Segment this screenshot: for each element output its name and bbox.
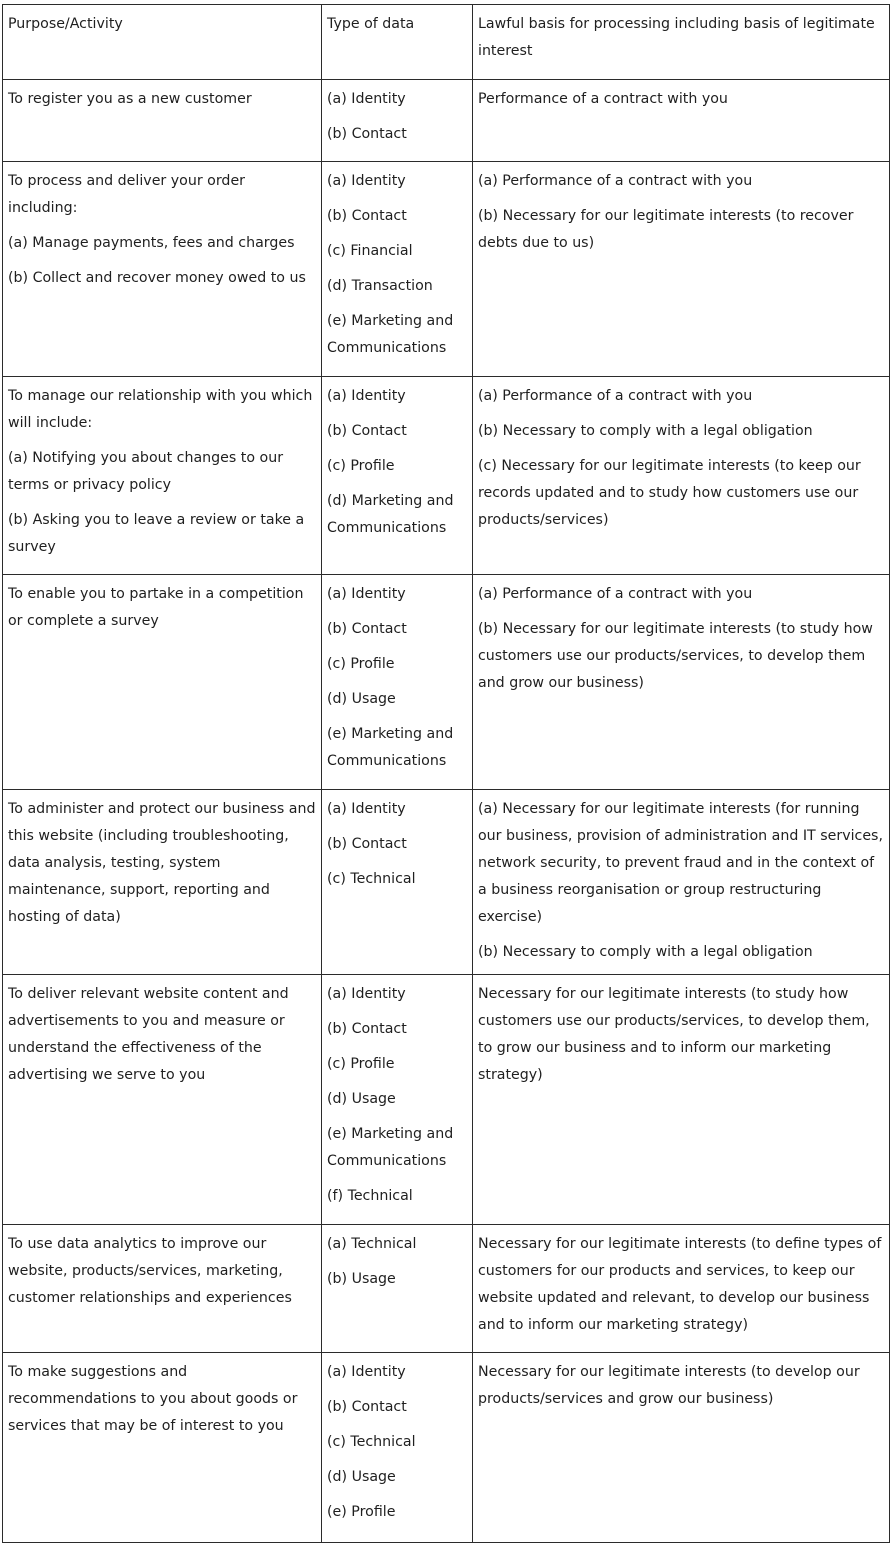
purpose-cell xyxy=(3,80,322,162)
type-of-data-cell xyxy=(322,162,473,377)
type-of-data-cell-line: (a) Identity xyxy=(327,1364,406,1380)
purpose-cell xyxy=(3,1353,322,1543)
type-of-data-cell-line: (a) Identity xyxy=(327,986,406,1002)
type-of-data-cell-line: (e) Profile xyxy=(327,1504,396,1520)
type-of-data-cell xyxy=(322,790,473,975)
purpose-cell xyxy=(3,1225,322,1353)
type-of-data-cell-line: (b) Contact xyxy=(327,208,407,224)
type-of-data-cell-line: (c) Profile xyxy=(327,656,395,672)
table-row xyxy=(3,1353,890,1543)
lawful-basis-cell xyxy=(473,377,890,575)
type-of-data-cell-line: (a) Identity xyxy=(327,586,406,602)
type-of-data-cell-line: (a) Identity xyxy=(327,388,406,404)
purpose-cell-line: To make suggestions and recommendations to you about goods or services that may be of interest to you xyxy=(8,1364,298,1434)
header-type-of-data xyxy=(322,5,473,80)
table-row xyxy=(3,377,890,575)
lawful-basis-cell-line: (b) Necessary to comply with a legal obligation xyxy=(478,944,813,960)
type-of-data-cell-line: (b) Contact xyxy=(327,621,407,637)
purpose-cell-line: (b) Collect and recover money owed to us xyxy=(8,270,306,286)
purpose-cell xyxy=(3,975,322,1225)
header-purpose-text: Purpose/Activity xyxy=(8,16,123,32)
type-of-data-cell-line: (c) Financial xyxy=(327,243,413,259)
type-of-data-cell-line: (e) Marketing and Communications xyxy=(327,1126,454,1169)
purpose-cell xyxy=(3,162,322,377)
type-of-data-cell-line: (c) Technical xyxy=(327,871,416,887)
type-of-data-cell-line: (a) Technical xyxy=(327,1236,417,1252)
lawful-basis-cell-line: Necessary for our legitimate interests (to develop our products/services and grow our business) xyxy=(478,1364,860,1407)
table-body xyxy=(3,5,890,1543)
purpose-cell-line: To deliver relevant website content and advertisements to you and measure or understand the effectiveness of the advertising we serve to you xyxy=(8,986,289,1083)
table-row xyxy=(3,790,890,975)
lawful-basis-cell-line: (b) Necessary to comply with a legal obligation xyxy=(478,423,813,439)
type-of-data-cell-line: (b) Contact xyxy=(327,1021,407,1037)
lawful-basis-cell xyxy=(473,80,890,162)
type-of-data-cell-line: (c) Profile xyxy=(327,458,395,474)
table-row xyxy=(3,975,890,1225)
header-basis-text: Lawful basis for processing including basis of legitimate interest xyxy=(478,16,875,59)
lawful-basis-cell xyxy=(473,162,890,377)
purpose-cell xyxy=(3,790,322,975)
table-row xyxy=(3,1225,890,1353)
lawful-basis-cell xyxy=(473,790,890,975)
type-of-data-cell xyxy=(322,575,473,790)
type-of-data-cell-line: (a) Identity xyxy=(327,801,406,817)
type-of-data-cell-line: (d) Usage xyxy=(327,1091,396,1107)
purpose-cell xyxy=(3,377,322,575)
type-of-data-cell-line: (d) Transaction xyxy=(327,278,433,294)
type-of-data-cell xyxy=(322,1225,473,1353)
purpose-cell xyxy=(3,575,322,790)
type-of-data-cell xyxy=(322,975,473,1225)
type-of-data-cell xyxy=(322,80,473,162)
lawful-basis-cell-line: (a) Performance of a contract with you xyxy=(478,586,753,602)
type-of-data-cell-line: (d) Usage xyxy=(327,691,396,707)
header-lawful-basis xyxy=(473,5,890,80)
type-of-data-cell-line: (b) Contact xyxy=(327,126,407,142)
purpose-cell-line: To administer and protect our business and this website (including troubleshooting, data analysis, testing, system maintenance, support, reporting and hosting of data) xyxy=(8,801,316,925)
lawful-basis-cell-line: Necessary for our legitimate interests (to study how customers use our products/services, to develop them, to grow our business and to inform our marketing strategy) xyxy=(478,986,870,1083)
purpose-cell-line: (a) Notifying you about changes to our terms or privacy policy xyxy=(8,450,284,493)
type-of-data-cell-line: (b) Usage xyxy=(327,1271,396,1287)
type-of-data-cell-line: (c) Profile xyxy=(327,1056,395,1072)
type-of-data-cell xyxy=(322,377,473,575)
header-purpose-activity xyxy=(3,5,322,80)
type-of-data-cell xyxy=(322,1353,473,1543)
purpose-cell-line: To manage our relationship with you which will include: xyxy=(8,388,313,431)
purpose-cell-line: To use data analytics to improve our website, products/services, marketing, customer relationships and experiences xyxy=(8,1236,292,1306)
lawful-basis-table xyxy=(2,4,890,1543)
purpose-cell-line: To enable you to partake in a competition or complete a survey xyxy=(8,586,304,629)
lawful-basis-cell xyxy=(473,1353,890,1543)
type-of-data-cell-line: (e) Marketing and Communications xyxy=(327,726,454,769)
lawful-basis-cell-line: (b) Necessary for our legitimate interests (to study how customers use our products/services, to develop them and grow our business) xyxy=(478,621,873,691)
purpose-cell-line: To process and deliver your order including: xyxy=(8,173,246,216)
lawful-basis-cell-line: (a) Performance of a contract with you xyxy=(478,173,753,189)
type-of-data-cell-line: (b) Contact xyxy=(327,836,407,852)
lawful-basis-cell-line: (a) Performance of a contract with you xyxy=(478,388,753,404)
type-of-data-cell-line: (a) Identity xyxy=(327,173,406,189)
type-of-data-cell-line: (d) Marketing and Communications xyxy=(327,493,454,536)
type-of-data-cell-line: (b) Contact xyxy=(327,423,407,439)
header-type-text: Type of data xyxy=(327,16,415,32)
lawful-basis-cell-line: Necessary for our legitimate interests (to define types of customers for our products and services, to keep our website updated and relevant, to develop our business and to inform our marketing strategy) xyxy=(478,1236,882,1333)
lawful-basis-cell-line: (a) Necessary for our legitimate interests (for running our business, provision of administration and IT services, network security, to prevent fraud and in the context of a business reorganisation or group restructuring exercise) xyxy=(478,801,883,925)
lawful-basis-cell-line: (b) Necessary for our legitimate interests (to recover debts due to us) xyxy=(478,208,854,251)
type-of-data-cell-line: (d) Usage xyxy=(327,1469,396,1485)
purpose-cell-line: (b) Asking you to leave a review or take a survey xyxy=(8,512,305,555)
lawful-basis-cell xyxy=(473,975,890,1225)
lawful-basis-cell-line: Performance of a contract with you xyxy=(478,91,728,107)
lawful-basis-cell xyxy=(473,575,890,790)
lawful-basis-cell-line: (c) Necessary for our legitimate interests (to keep our records updated and to study how customers use our products/services) xyxy=(478,458,861,528)
purpose-cell-line: (a) Manage payments, fees and charges xyxy=(8,235,295,251)
table-row xyxy=(3,80,890,162)
table-row xyxy=(3,575,890,790)
lawful-basis-cell xyxy=(473,1225,890,1353)
type-of-data-cell-line: (c) Technical xyxy=(327,1434,416,1450)
type-of-data-cell-line: (b) Contact xyxy=(327,1399,407,1415)
purpose-cell-line: To register you as a new customer xyxy=(8,91,252,107)
type-of-data-cell-line: (e) Marketing and Communications xyxy=(327,313,454,356)
type-of-data-cell-line: (f) Technical xyxy=(327,1188,413,1204)
type-of-data-cell-line: (a) Identity xyxy=(327,91,406,107)
header-row xyxy=(3,5,890,80)
table-row xyxy=(3,162,890,377)
